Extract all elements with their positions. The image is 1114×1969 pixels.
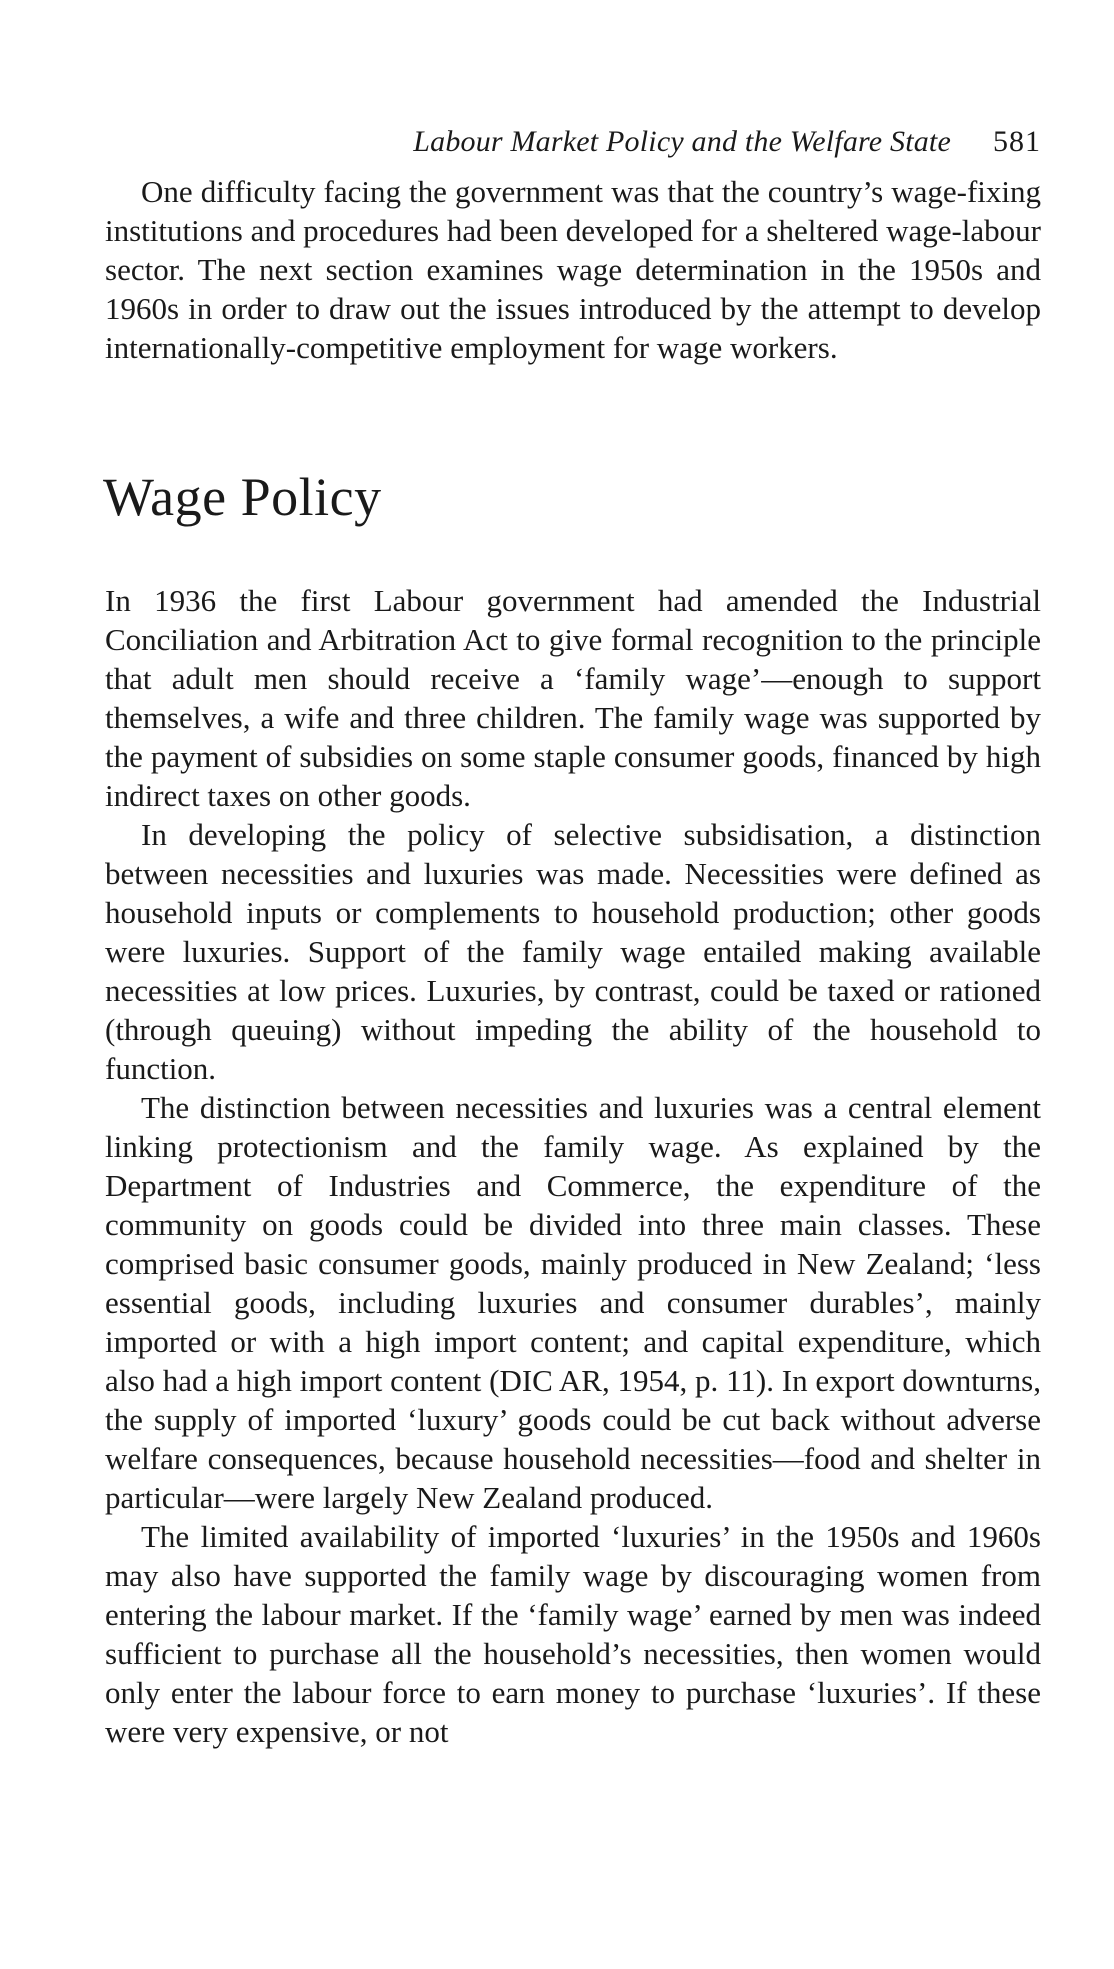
running-title: Labour Market Policy and the Welfare State xyxy=(413,125,951,158)
body-paragraph-1: In 1936 the first Labour government had amended the Industrial Conciliation and Arbitration Act to give formal recognition to the principle that adult men should receive a ‘family wage’—enough to support themselves, a wife and three children. The family wage was supported by the payment of subsidies on some staple consumer goods, financed by high indirect taxes on other goods. xyxy=(105,583,1041,813)
intro-paragraph: One difficulty facing the government was that the country’s wage-fixing institutions and procedures had been developed for a sheltered wage-labour sector. The next section examines wage determination in the 1950s and 1960s in order to draw out the issues introduced by the attempt to develop internationally-competitive employment for wage workers. xyxy=(105,174,1041,365)
body-paragraph-2: In developing the policy of selective subsidisation, a distinction between necessities and luxuries was made. Necessities were defined as household inputs or complements to household production; other goods were luxuries. Support of the family wage entailed making available necessities at low prices. Luxuries, by contrast, could be taxed or rationed (through queuing) without impeding the ability of the household to function. xyxy=(105,817,1041,1086)
book-page xyxy=(105,122,1041,1751)
body-paragraph-4: The limited availability of imported ‘luxuries’ in the 1950s and 1960s may also have supported the family wage by discouraging women from entering the labour market. If the ‘family wage’ earned by men was indeed sufficient to purchase all the household’s necessities, then women would only enter the labour force to earn money to purchase ‘luxuries’. If these were very expensive, or not xyxy=(105,1519,1041,1749)
page-number: 581 xyxy=(993,125,1041,158)
body-paragraph-3: The distinction between necessities and luxuries was a central element linking protectionism and the family wage. As explained by the Department of Industries and Commerce, the expenditure of the community on goods could be divided into three main classes. These comprised basic consumer goods, mainly produced in New Zealand; ‘less essential goods, including luxuries and consumer durables’, mainly imported or with a high import content; and capital expenditure, which also had a high import content (DIC AR, 1954, p. 11). In export downturns, the supply of imported ‘luxury’ goods could be cut back without adverse welfare consequences, because household necessities—food and shelter in particular—were largely New Zealand produced. xyxy=(105,1090,1041,1515)
running-head xyxy=(105,122,1041,172)
section-heading: Wage Policy xyxy=(103,467,382,527)
